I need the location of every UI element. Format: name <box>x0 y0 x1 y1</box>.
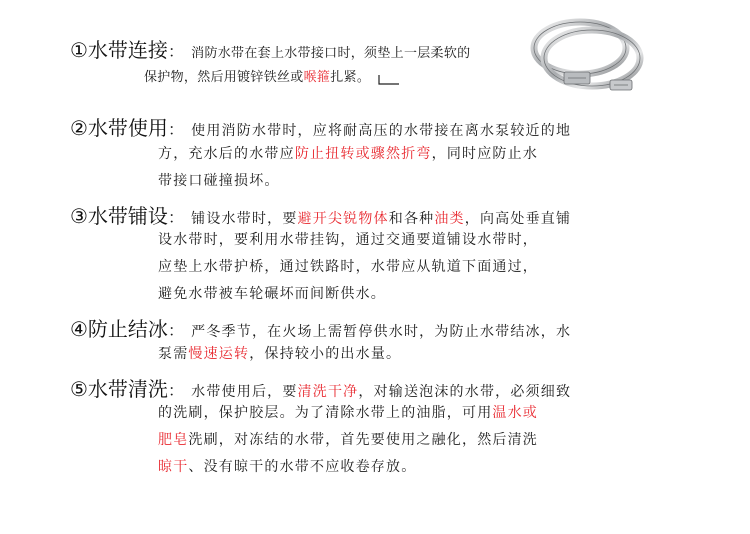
text-run-highlight: 清洗干净 <box>297 384 359 400</box>
text-run: ，对输送泡沫的水带，必须细致 <box>358 384 572 400</box>
heading-colon: ： <box>167 381 186 400</box>
section-heading-line <box>70 34 470 63</box>
text-run: ，向高处垂直铺 <box>464 211 572 227</box>
section-text-line <box>158 283 386 303</box>
heading-colon: ： <box>167 42 186 61</box>
section-heading-line <box>70 112 571 141</box>
section-heading-line <box>70 313 571 342</box>
text-run: 避免水带被车轮碾坏而间断供水。 <box>158 286 386 302</box>
section-text-line <box>158 402 538 422</box>
section-text-line <box>158 343 401 363</box>
text-run-highlight: 喉箍 <box>303 70 331 85</box>
text-run: 洗刷，对冻结的水带，首先要使用之融化，然后清洗 <box>188 432 539 448</box>
text-run-highlight: 肥皂 <box>158 432 189 448</box>
text-run: 扎紧。 <box>330 70 371 85</box>
section-heading: ③水带铺设 <box>70 204 168 228</box>
text-run: 的洗刷，保护胶层。为了清除水带上的油脂，可用 <box>158 405 493 421</box>
text-run: 设水带时，要利用水带挂钩，通过交通要道铺设水带时， <box>158 232 538 248</box>
text-run-highlight: 避开尖锐物体 <box>297 211 389 227</box>
section-text-line <box>158 170 280 190</box>
heading-colon: ： <box>167 120 186 139</box>
text-run-highlight: 温水或 <box>492 405 539 421</box>
section-text-line <box>158 429 538 449</box>
text-run: 和各种 <box>388 211 435 227</box>
section-text-line <box>158 456 416 476</box>
section-heading: ④防止结冰 <box>70 317 168 341</box>
section-heading: ①水带连接 <box>70 38 168 62</box>
section-heading: ⑤水带清洗 <box>70 377 168 401</box>
section-heading-line <box>70 200 571 229</box>
text-run: ，同时应防止水 <box>431 146 539 162</box>
text-run: 消防水带在套上水带接口时，须垫上一层柔软的 <box>191 46 471 61</box>
text-run: 应垫上水带护桥，通过铁路时，水带应从轨道下面通过， <box>158 259 538 275</box>
section-text-line <box>158 143 538 163</box>
section-heading-line <box>70 373 571 402</box>
section-text-line <box>158 229 538 249</box>
text-run: 保护物，然后用镀锌铁丝或 <box>144 70 304 85</box>
heading-colon: ： <box>167 208 186 227</box>
text-run-highlight: 慢速运转 <box>188 346 250 362</box>
text-run: 严冬季节，在火场上需暂停供水时，为防止水带结冰，水 <box>191 324 572 340</box>
section-heading: ②水带使用 <box>70 116 168 140</box>
text-run: 带接口碰撞损坏。 <box>158 173 280 189</box>
text-run: 泵需 <box>158 346 189 362</box>
text-run: 铺设水带时，要 <box>191 211 298 227</box>
text-run: 、没有晾干的水带不应收卷存放。 <box>188 459 417 475</box>
heading-colon: ： <box>167 321 186 340</box>
text-run-highlight: 晾干 <box>158 459 189 475</box>
hose-clamp-icon <box>520 8 650 98</box>
text-run: 方，充水后的水带应 <box>158 146 295 162</box>
section-text-line <box>158 256 538 276</box>
pointer-line <box>378 74 400 86</box>
text-run: 水带使用后，要 <box>191 384 298 400</box>
text-run: ，保持较小的出水量。 <box>249 346 402 362</box>
text-run: 使用消防水带时，应将耐高压的水带接在离水泵较近的地 <box>191 123 572 139</box>
section-text-line <box>144 66 370 85</box>
text-run-highlight: 防止扭转或骤然折弯 <box>294 146 432 162</box>
text-run-highlight: 油类 <box>434 211 465 227</box>
